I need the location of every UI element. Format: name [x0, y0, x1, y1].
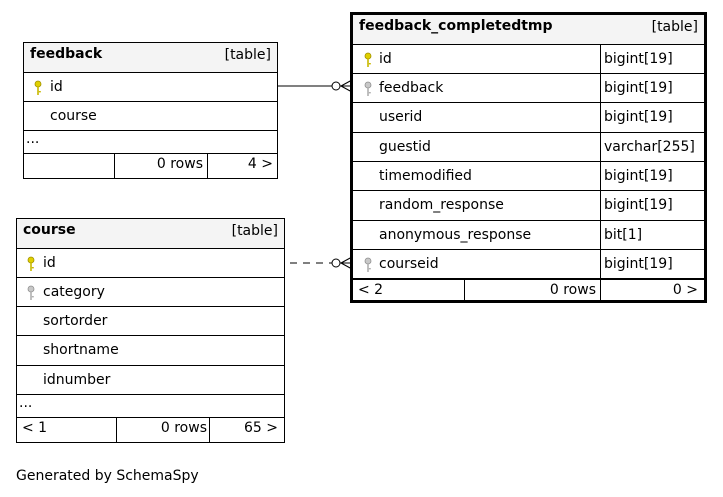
column-row-idnumber[interactable] [17, 366, 284, 395]
column-row-userid[interactable] [353, 103, 704, 133]
table-name: feedback_completedtmp [359, 18, 553, 34]
table-name: feedback [30, 46, 103, 62]
column-row-courseid[interactable] [353, 250, 704, 279]
table-type: [table] [231, 223, 278, 239]
more-columns-row [24, 131, 277, 154]
column-row-sortorder[interactable] [17, 307, 284, 336]
table-type: [table] [651, 19, 698, 35]
foreign-key-icon [364, 81, 372, 97]
table-type: [table] [224, 47, 271, 63]
footer-rows: 0 rows [156, 156, 203, 172]
ellipsis: ... [26, 131, 40, 147]
column-name: userid [379, 109, 423, 125]
column-row-anonymous-response[interactable] [353, 221, 704, 250]
column-row-id[interactable] [24, 73, 277, 102]
column-name: courseid [379, 256, 439, 272]
footer-prev[interactable]: < 2 [358, 282, 384, 298]
column-name: category [43, 284, 105, 300]
column-name: timemodified [379, 168, 472, 184]
table-course[interactable] [16, 218, 285, 443]
column-row-id[interactable] [17, 249, 284, 278]
column-name: id [379, 51, 392, 67]
ellipsis: ... [19, 395, 33, 411]
footer-prev[interactable]: < 1 [22, 420, 48, 436]
column-name: guestid [379, 139, 431, 155]
column-row-guestid[interactable] [353, 133, 704, 162]
relationship-course [290, 257, 352, 269]
column-type: bigint[19] [604, 197, 673, 213]
column-type: bigint[19] [604, 168, 673, 184]
column-row-category[interactable] [17, 278, 284, 307]
column-row-random-response[interactable] [353, 191, 704, 221]
table-header [24, 43, 277, 73]
column-type: bigint[19] [604, 109, 673, 125]
column-row-shortname[interactable] [17, 336, 284, 366]
column-name: idnumber [43, 372, 111, 388]
primary-key-icon [27, 256, 35, 272]
column-type: bigint[19] [604, 51, 673, 67]
column-name: id [43, 255, 56, 271]
relationship-feedback [278, 80, 352, 92]
table-feedback[interactable] [23, 42, 278, 179]
column-row-course[interactable] [24, 102, 277, 131]
column-name: random_response [379, 197, 504, 213]
footer-rows: 0 rows [160, 420, 207, 436]
table-footer [24, 154, 277, 178]
column-name: id [50, 79, 63, 95]
footer-next[interactable]: 65 > [244, 420, 278, 436]
column-name: shortname [43, 342, 119, 358]
foreign-key-icon [364, 257, 372, 273]
column-row-feedback[interactable] [353, 74, 704, 103]
column-name: sortorder [43, 313, 108, 329]
table-name: course [23, 222, 76, 238]
table-header [17, 219, 284, 249]
column-type: bit[1] [604, 227, 643, 243]
more-columns-row [17, 395, 284, 418]
table-footer [17, 418, 284, 442]
column-type: bigint[19] [604, 256, 673, 272]
foreign-key-icon [27, 285, 35, 301]
column-name: anonymous_response [379, 227, 532, 243]
column-type: varchar[255] [604, 139, 695, 155]
primary-key-icon [364, 52, 372, 68]
column-row-timemodified[interactable] [353, 162, 704, 191]
footer-rows: 0 rows [549, 282, 596, 298]
table-footer [353, 279, 704, 303]
primary-key-icon [34, 80, 42, 96]
generated-by-caption: Generated by SchemaSpy [16, 468, 199, 484]
column-name: feedback [379, 80, 444, 96]
column-row-id[interactable] [353, 45, 704, 74]
footer-next[interactable]: 0 > [672, 282, 698, 298]
footer-next[interactable]: 4 > [247, 156, 273, 172]
column-name: course [50, 108, 97, 124]
table-header [353, 15, 704, 45]
table-feedback-completedtmp[interactable] [350, 12, 707, 303]
column-type: bigint[19] [604, 80, 673, 96]
